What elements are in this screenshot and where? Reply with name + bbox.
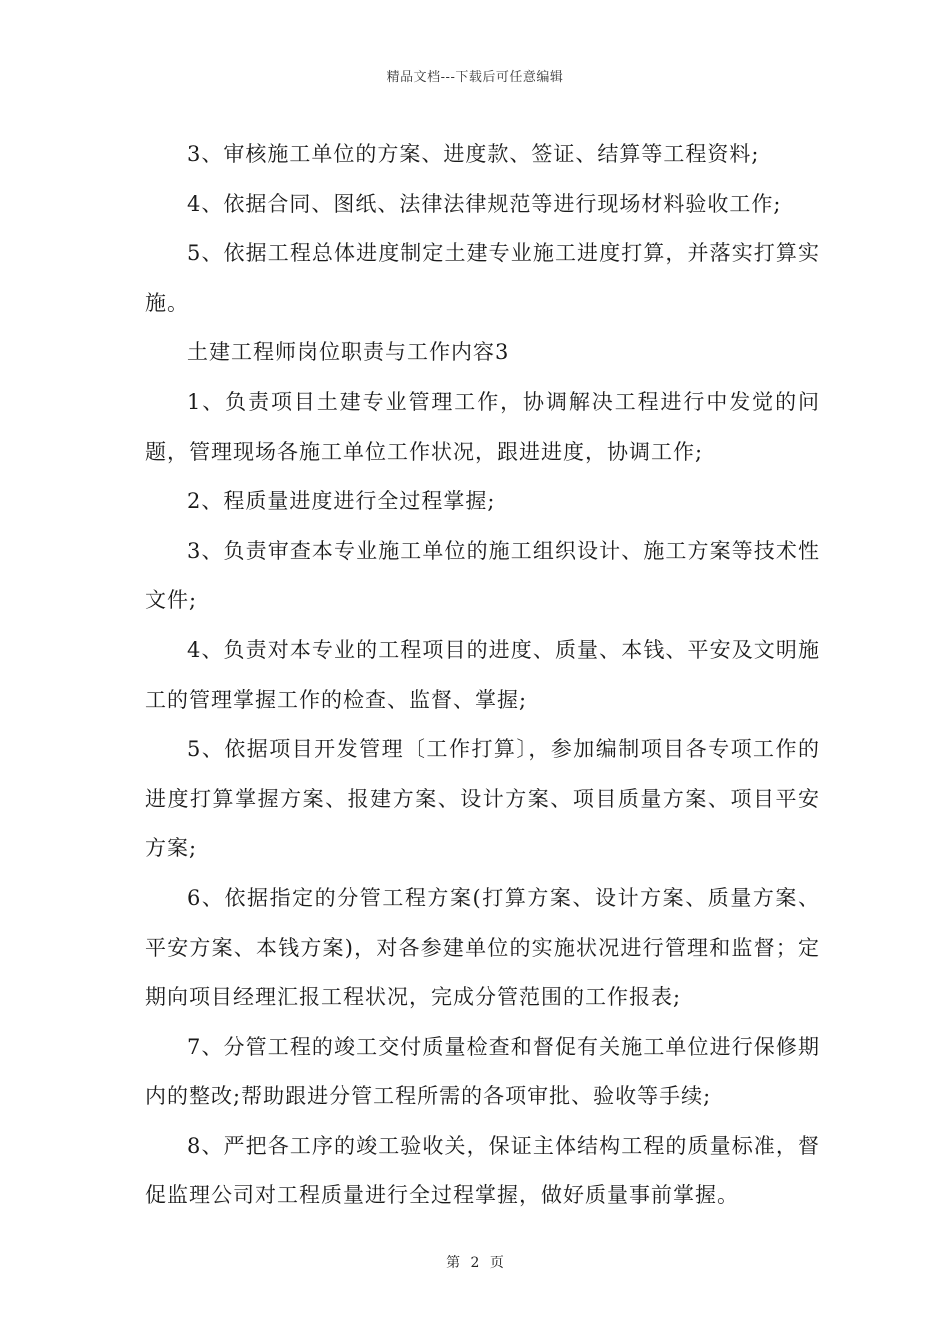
section-heading: 土建工程师岗位职责与工作内容3 [187, 340, 510, 365]
paragraph-duty-4: 4、负责对本专业的工程项目的进度、质量、本钱、平安及文明施工的管理掌握工作的检查、监督、掌握; [145, 637, 820, 712]
paragraph-duty-8: 8、严把各工序的竣工验收关，保证主体结构工程的质量标准，督促监理公司对工程质量进行全过程掌握，做好质量事前掌握。 [145, 1133, 820, 1208]
paragraph-duty-5: 5、依据项目开发管理〔工作打算〕，参加编制项目各专项工作的进度打算掌握方案、报建方案、设计方案、项目质量方案、项目平安方案; [145, 737, 820, 861]
document-body [145, 130, 820, 1221]
footer-suffix: 页 [489, 1255, 504, 1271]
paragraph-duty-6: 6、依据指定的分管工程方案(打算方案、设计方案、质量方案、平安方案、本钱方案)，对各参建单位的实施状况进行管理和监督；定期向项目经理汇报工程状况，完成分管范围的工作报表; [145, 885, 820, 1010]
paragraph-duty-1: 1、负责项目土建专业管理工作，协调解决工程进行中发觉的问题，管理现场各施工单位工作状况，跟进进度，协调工作; [145, 389, 820, 464]
paragraph-schedule-plan: 5、依据工程总体进度制定土建专业施工进度打算，并落实打算实施。 [145, 241, 820, 315]
page-number: 2 [470, 1255, 480, 1271]
page-footer [0, 1252, 950, 1272]
paragraph-duty-2: 2、程质量进度进行全过程掌握; [187, 489, 496, 514]
footer-prefix: 第 [446, 1255, 461, 1271]
paragraph-duty-7: 7、分管工程的竣工交付质量检查和督促有关施工单位进行保修期内的整改;帮助跟进分管工程所需的各项审批、验收等手续; [145, 1034, 820, 1109]
page-header: 精品文档---下载后可任意编辑 [386, 70, 564, 85]
paragraph-material-acceptance: 4、依据合同、图纸、法律法律规范等进行现场材料验收工作; [187, 191, 782, 216]
paragraph-duty-3: 3、负责审查本专业施工单位的施工组织设计、施工方案等技术性文件; [145, 538, 820, 613]
paragraph-review-materials: 3、审核施工单位的方案、进度款、签证、结算等工程资料; [187, 142, 760, 166]
